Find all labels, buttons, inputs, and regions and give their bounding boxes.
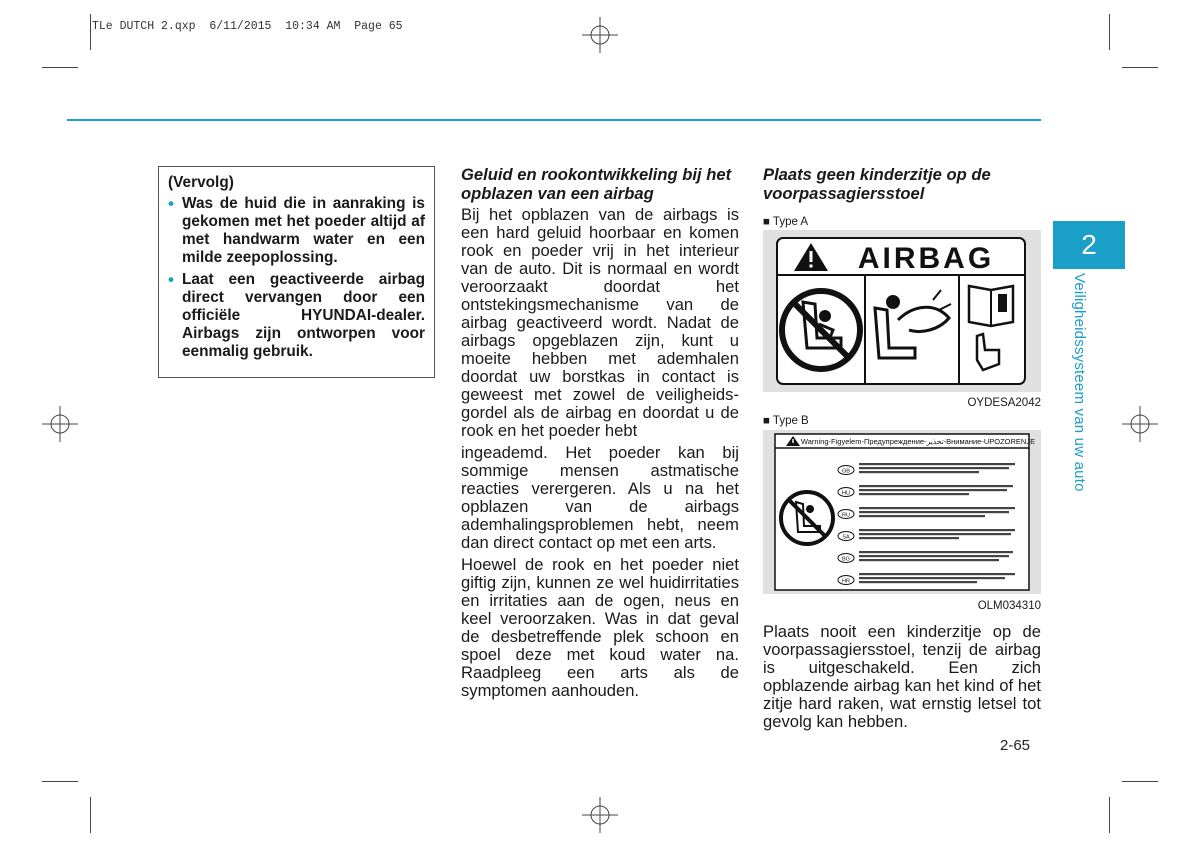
language-code: HU	[842, 490, 850, 497]
callout-list	[168, 195, 425, 361]
warning-callout-box	[158, 166, 435, 378]
paragraph: Bij het opblazen van de airbags is een hard geluid hoorbaar en komen rook en poeder vrij in het interieur van de auto. Dit is normaal en wordt veroorzaakt doordat het ontstekingsmechanisme van de airbag geactiveerd wordt. Nadat de airbags opgeblazen zijn, kunt u moeite hebben met ademhalen doordat uw borstkas in contact is geweest met zowel de veiligheids-gordel als de airbag en doordat u de rook en het poeder hebt	[461, 205, 739, 440]
no-child-seat-icon	[781, 492, 833, 544]
no-child-seat-icon	[782, 291, 860, 369]
registration-mark-top	[582, 17, 618, 53]
warning-header-text: Warning-Figyelem-Предупреждение-تحذير-Внимание-UPOZORENJE	[800, 437, 1036, 446]
paragraph: Hoewel de rook en het poeder niet giftig zijn, kunnen ze wel huidirritaties en irritaties aan de ogen, neus en keel veroorzaken. Was in dat geval de desbetreffende plek schoon en spoel deze met koud water na. Raadpleeg een arts als de symptomen aanhouden.	[461, 555, 739, 700]
paragraph: Plaats nooit een kinderzitje op de voorpassagiersstoel, tenzij de airbag is uitgeschakeld. Een zich opblazende airbag kan het kind of het zitje hard raken, wat ernstig letsel tot gevolg kan hebben.	[763, 622, 1041, 731]
airbag-label-text: AIRBAG	[857, 242, 995, 275]
chapter-title: Veiligheidssysteem van uw auto	[1071, 273, 1088, 492]
type-a-label: ■ Type A	[763, 216, 809, 228]
print-slug: TLe DUTCH 2.qxp 6/11/2015 10:34 AM Page 65	[92, 20, 403, 33]
type-a-code: OYDESA2042	[967, 397, 1041, 409]
language-code: SA	[842, 534, 850, 541]
airbag-warning-label-type-b	[763, 430, 1041, 594]
callout-item: • Was de huid die in aanraking is gekomen met het poeder altijd af met handwarm water en een milde zeepoplossing.	[168, 195, 425, 267]
page-number: 2-65	[1000, 737, 1031, 754]
type-b-code: OLM034310	[977, 600, 1041, 612]
language-code: HR	[842, 578, 850, 585]
registration-mark-right	[1122, 406, 1158, 442]
airbag-warning-label-type-a	[763, 230, 1041, 392]
language-code: GB	[842, 468, 850, 475]
section-heading: Plaats geen kinderzitje op de voorpassagiersstoel	[763, 165, 991, 203]
language-code: RU	[842, 512, 850, 519]
section-child-seat	[763, 165, 1041, 735]
type-b-label: ■ Type B	[763, 415, 809, 427]
section-heading: Geluid en rookontwikkeling bij het opblazen van een airbag	[461, 165, 732, 203]
callout-item: • Laat een geactiveerde airbag direct vervangen door een officiële HYUNDAI-dealer. Airbags zijn ontworpen voor eenmalig gebruik.	[168, 271, 425, 361]
registration-mark-bottom	[582, 797, 618, 833]
paragraph: ingeademd. Het poeder kan bij sommige mensen astmatische reacties verergeren. Als u na het opblazen van de airbags ademhalingsproblemen hebt, neem dan direct contact op met een arts.	[461, 443, 739, 552]
chapter-tab: 2	[1053, 221, 1125, 269]
callout-title: (Vervolg)	[168, 174, 234, 191]
section-smoke-noise	[461, 165, 739, 704]
registration-mark-left	[42, 406, 78, 442]
header-rule	[67, 119, 1041, 121]
language-code: BG	[842, 556, 850, 563]
